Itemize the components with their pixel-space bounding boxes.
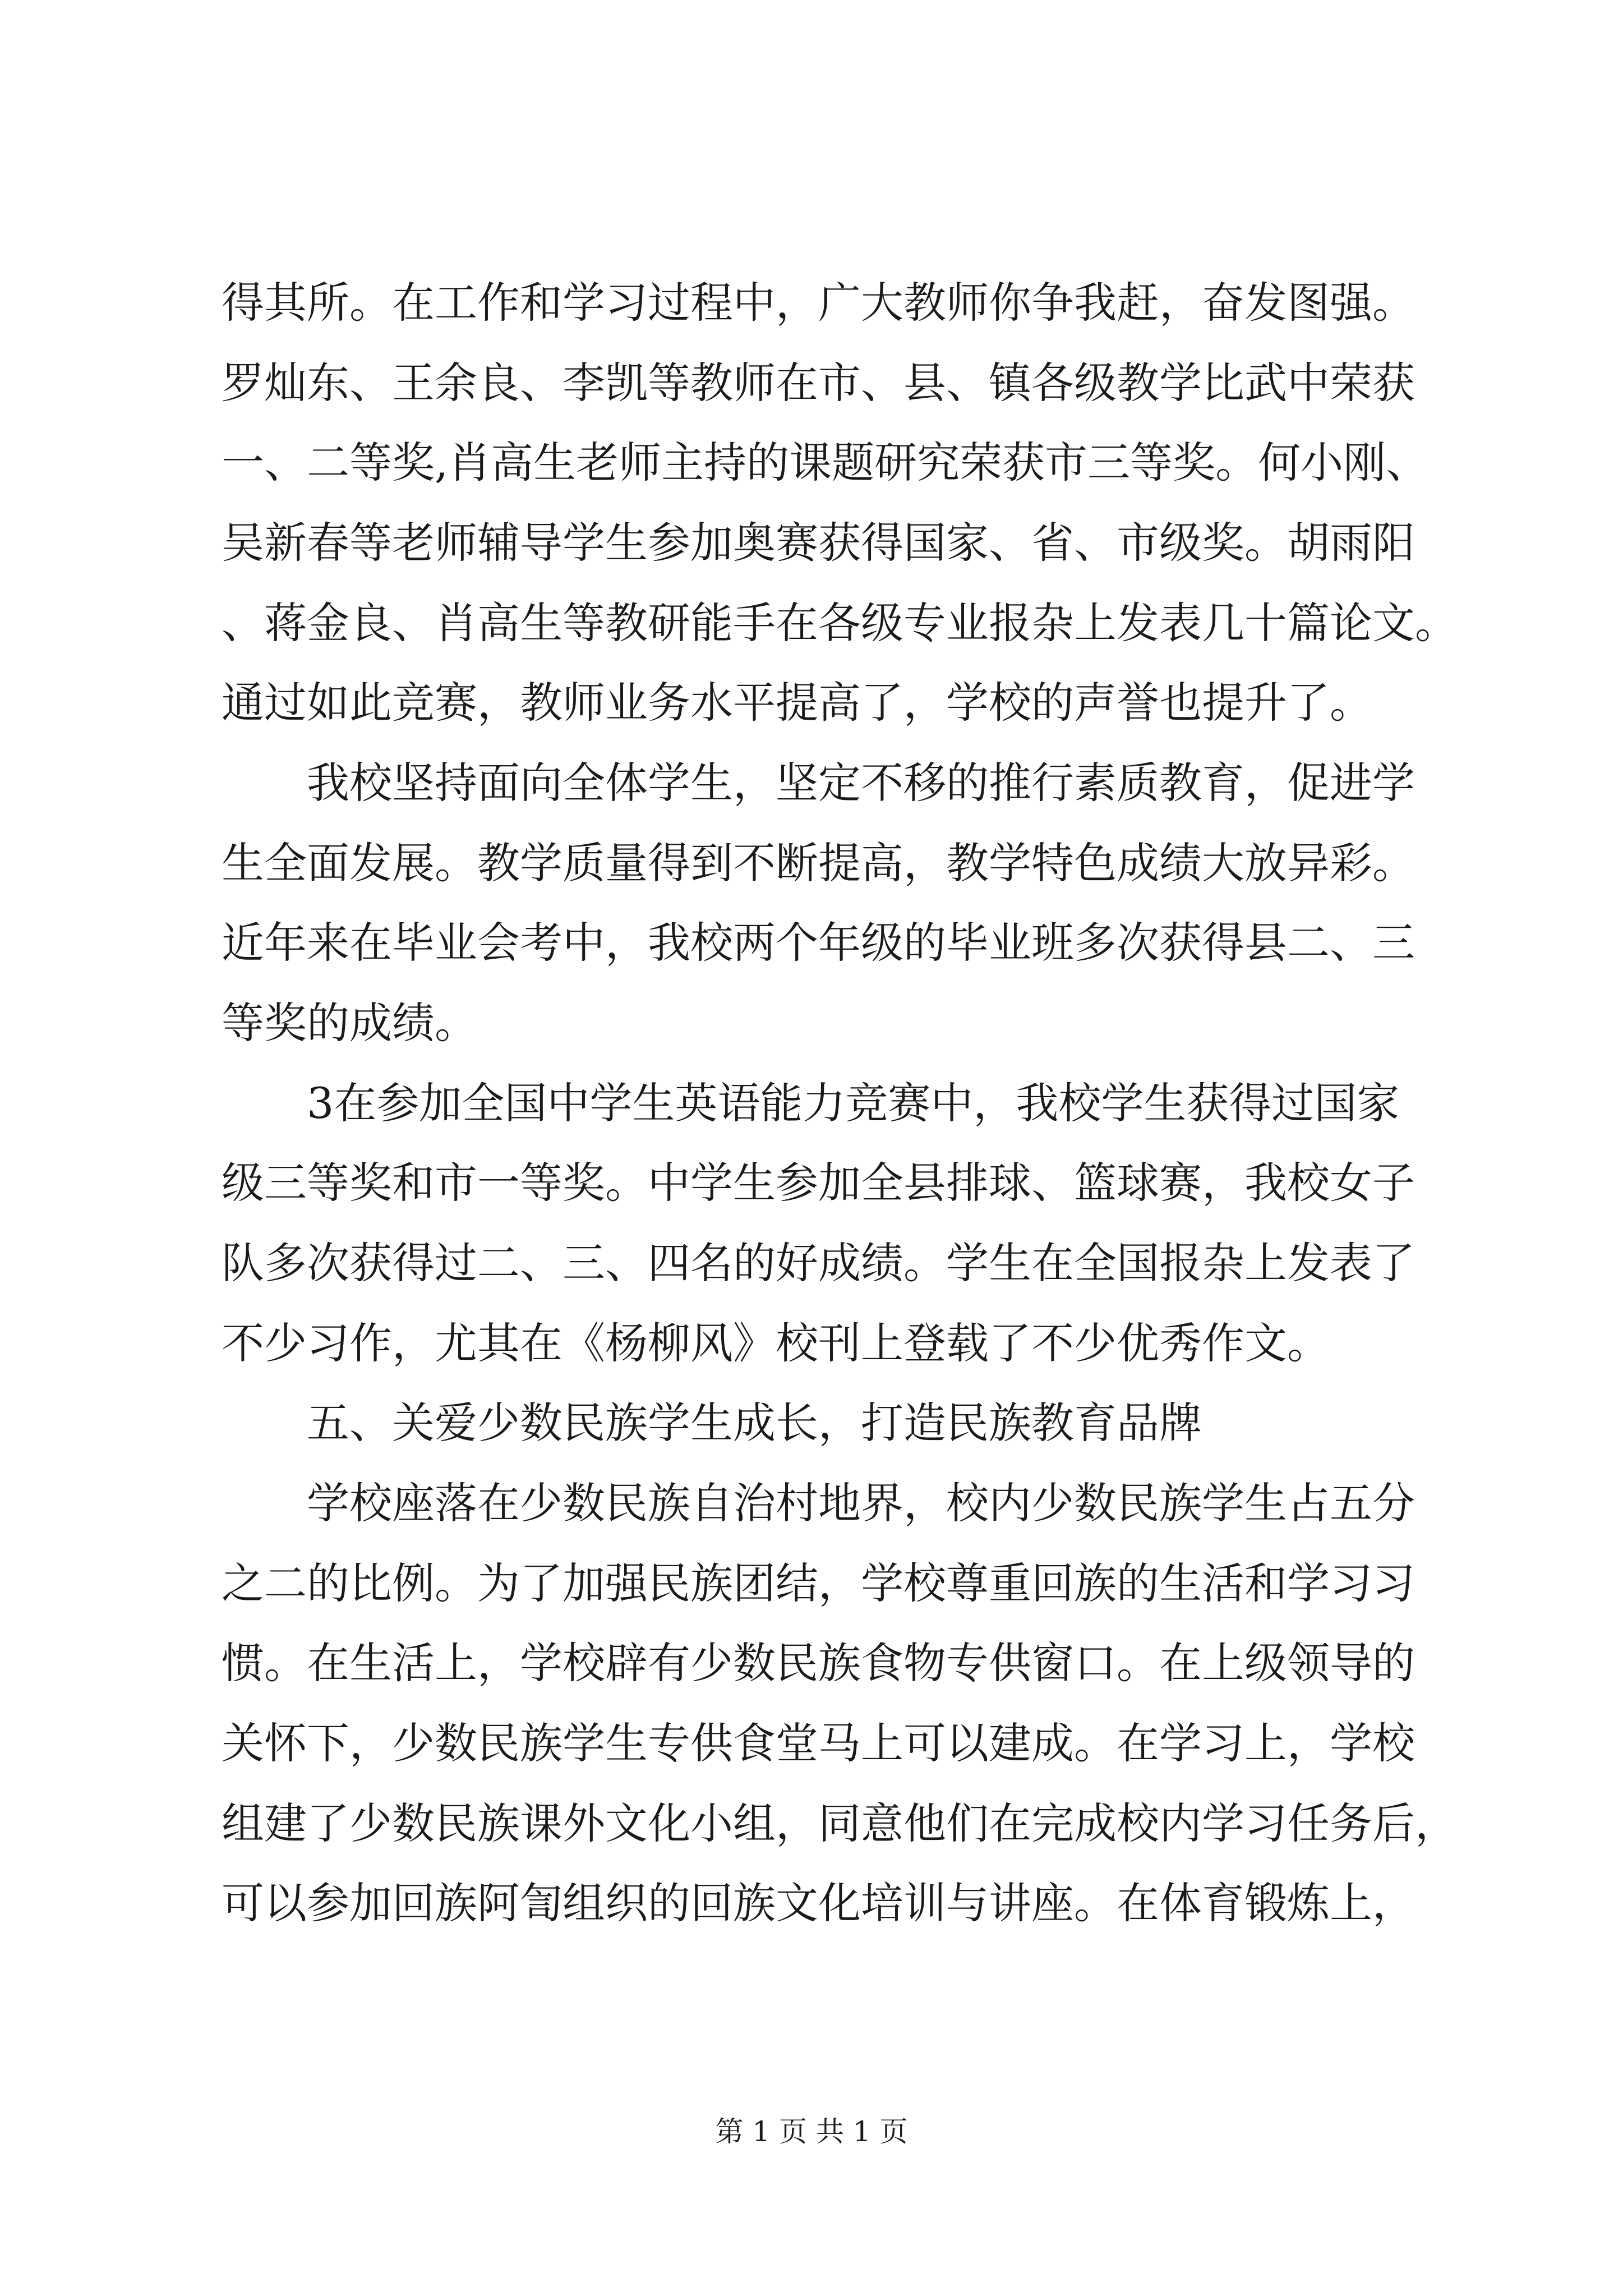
text-line: 组建了少数民族课外文化小组，同意他们在完成校内学习任务后， bbox=[222, 1798, 1458, 1848]
text-line: 一、二等奖,肖高生老师主持的课题研究荣获市三等奖。何小刚、 bbox=[222, 438, 1429, 487]
text-line: 近年来在毕业会考中，我校两个年级的毕业班多次获得县二、三 bbox=[222, 918, 1415, 968]
text-line: 可以参加回族阿訇组织的回族文化培训与讲座。在体育锻炼上， bbox=[222, 1878, 1415, 1928]
text-line: 关怀下，少数民族学生专供食堂马上可以建成。在学习上，学校 bbox=[222, 1718, 1415, 1768]
text-line: 罗灿东、王余良、李凯等教师在市、县、镇各级教学比武中荣获 bbox=[222, 358, 1415, 408]
text-line: 等奖的成绩。 bbox=[222, 998, 477, 1048]
text-line: 我校坚持面向全体学生，坚定不移的推行素质教育，促进学 bbox=[222, 758, 1415, 808]
text-line: 不少习作，尤其在《杨柳风》校刊上登载了不少优秀作文。 bbox=[222, 1318, 1330, 1368]
text-line: 得其所。在工作和学习过程中，广大教师你争我赶，奋发图强。 bbox=[222, 278, 1415, 328]
text-line: 生全面发展。教学质量得到不断提高，教学特色成绩大放异彩。 bbox=[222, 838, 1415, 888]
text-line: 之二的比例。为了加强民族团结，学校尊重回族的生活和学习习 bbox=[222, 1558, 1415, 1608]
page-footer: 第 1 页 共 1 页 bbox=[715, 2115, 908, 2148]
text-line: 3在参加全国中学生英语能力竞赛中，我校学生获得过国家 bbox=[222, 1078, 1400, 1128]
text-line: 惯。在生活上，学校辟有少数民族食物专供窗口。在上级领导的 bbox=[222, 1638, 1415, 1688]
text-line: 通过如此竞赛，教师业务水平提高了，学校的声誉也提升了。 bbox=[222, 678, 1372, 728]
text-line: 吴新春等老师辅导学生参加奥赛获得国家、省、市级奖。胡雨阳 bbox=[222, 518, 1415, 568]
text-line: 学校座落在少数民族自治村地界，校内少数民族学生占五分 bbox=[222, 1478, 1415, 1528]
text-line: 级三等奖和市一等奖。中学生参加全县排球、篮球赛，我校女子 bbox=[222, 1158, 1415, 1208]
text-line: 、蒋金良、肖高生等教研能手在各级专业报杂上发表几十篇论文。 bbox=[222, 598, 1458, 648]
section-heading: 五、关爱少数民族学生成长，打造民族教育品牌 bbox=[222, 1398, 1202, 1448]
text-line: 队多次获得过二、三、四名的好成绩。学生在全国报杂上发表了 bbox=[222, 1238, 1415, 1288]
